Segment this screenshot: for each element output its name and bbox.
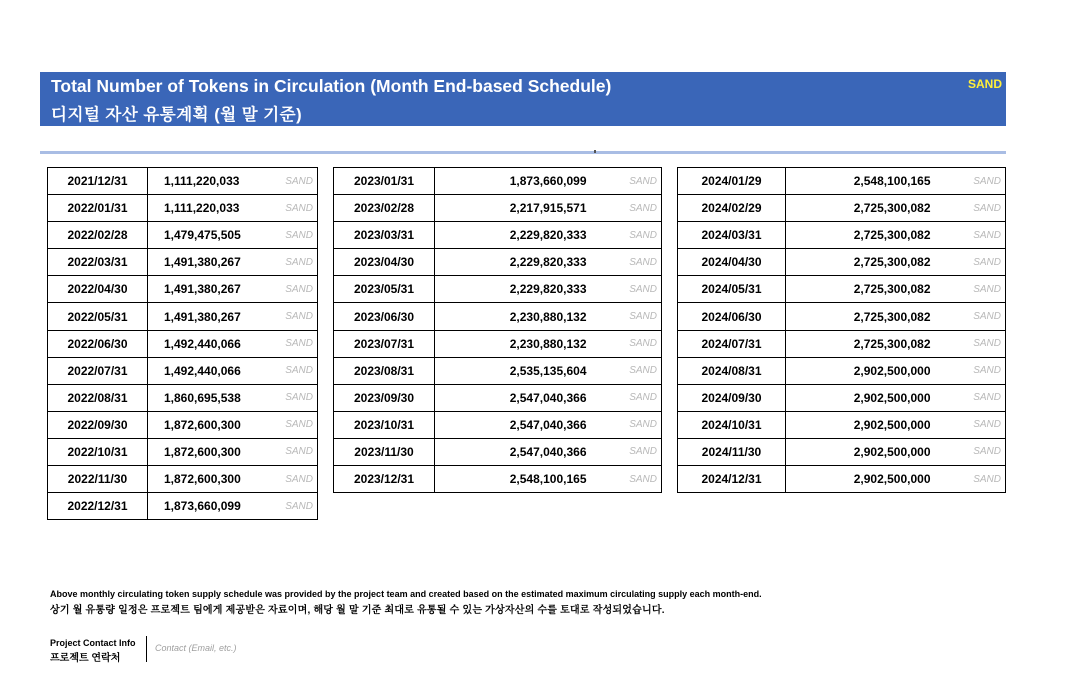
row-unit: SAND xyxy=(951,411,1006,438)
row-unit: SAND xyxy=(951,330,1006,357)
row-date: 2024/01/29 xyxy=(678,168,786,195)
row-circulating-amount: 1,491,380,267 xyxy=(148,276,263,303)
row-circulating-amount: 1,873,660,099 xyxy=(435,168,607,195)
row-circulating-amount: 1,492,440,066 xyxy=(148,357,263,384)
row-unit: SAND xyxy=(263,384,318,411)
row-date: 2022/05/31 xyxy=(48,303,148,330)
row-date: 2023/08/31 xyxy=(334,357,435,384)
row-unit: SAND xyxy=(263,493,318,520)
row-circulating-amount: 1,111,220,033 xyxy=(148,195,263,222)
row-date: 2024/06/30 xyxy=(678,303,786,330)
table-row xyxy=(334,384,662,411)
schedule-table-2021-2022 xyxy=(47,167,318,520)
row-date: 2024/08/31 xyxy=(678,357,786,384)
row-unit: SAND xyxy=(263,303,318,330)
row-circulating-amount: 2,547,040,366 xyxy=(435,384,607,411)
row-circulating-amount: 2,725,300,082 xyxy=(786,303,951,330)
row-date: 2024/02/29 xyxy=(678,195,786,222)
row-circulating-amount: 1,872,600,300 xyxy=(148,438,263,465)
row-circulating-amount: 2,229,820,333 xyxy=(435,222,607,249)
row-date: 2022/03/31 xyxy=(48,249,148,276)
table-row xyxy=(334,466,662,493)
contact-label-ko: 프로젝트 연락처 xyxy=(50,653,121,664)
row-circulating-amount: 2,902,500,000 xyxy=(786,466,951,493)
contact-label-en: Project Contact Info xyxy=(50,638,136,648)
row-date: 2024/09/30 xyxy=(678,384,786,411)
row-unit: SAND xyxy=(263,249,318,276)
row-circulating-amount: 2,725,300,082 xyxy=(786,330,951,357)
row-date: 2022/08/31 xyxy=(48,384,148,411)
table-row xyxy=(678,466,1006,493)
schedule-table-2023 xyxy=(333,167,662,493)
row-circulating-amount: 2,902,500,000 xyxy=(786,357,951,384)
row-date: 2024/10/31 xyxy=(678,411,786,438)
table-row xyxy=(48,195,318,222)
table-row xyxy=(334,168,662,195)
row-date: 2023/05/31 xyxy=(334,276,435,303)
row-date: 2024/12/31 xyxy=(678,466,786,493)
row-circulating-amount: 2,229,820,333 xyxy=(435,249,607,276)
page-title-en: Total Number of Tokens in Circulation (Month End-based Schedule) xyxy=(51,76,612,96)
row-circulating-amount: 2,725,300,082 xyxy=(786,195,951,222)
row-unit: SAND xyxy=(263,168,318,195)
row-circulating-amount: 2,229,820,333 xyxy=(435,276,607,303)
row-date: 2023/10/31 xyxy=(334,411,435,438)
table-row xyxy=(334,438,662,465)
table-row xyxy=(678,249,1006,276)
title-banner xyxy=(40,72,1006,126)
row-date: 2022/06/30 xyxy=(48,330,148,357)
table-row xyxy=(678,168,1006,195)
row-date: 2023/11/30 xyxy=(334,438,435,465)
table-row xyxy=(678,438,1006,465)
row-circulating-amount: 1,491,380,267 xyxy=(148,303,263,330)
table-row xyxy=(48,411,318,438)
row-date: 2024/04/30 xyxy=(678,249,786,276)
table-row xyxy=(48,330,318,357)
row-unit: SAND xyxy=(951,195,1006,222)
table-row xyxy=(48,384,318,411)
row-unit: SAND xyxy=(951,384,1006,411)
row-circulating-amount: 2,902,500,000 xyxy=(786,384,951,411)
row-circulating-amount: 2,548,100,165 xyxy=(435,466,607,493)
page-title-ko: 디지털 자산 유통계획 (월 말 기준) xyxy=(51,106,303,124)
row-unit: SAND xyxy=(951,276,1006,303)
table-row xyxy=(678,303,1006,330)
row-unit: SAND xyxy=(607,249,662,276)
row-unit: SAND xyxy=(607,438,662,465)
row-date: 2023/07/31 xyxy=(334,330,435,357)
row-circulating-amount: 2,902,500,000 xyxy=(786,411,951,438)
disclaimer-en: Above monthly circulating token supply schedule was provided by the project team and created based on the estimated maximum circulating supply each month-end. xyxy=(50,589,762,599)
row-unit: SAND xyxy=(263,330,318,357)
row-unit: SAND xyxy=(263,276,318,303)
table-row xyxy=(678,222,1006,249)
row-date: 2023/01/31 xyxy=(334,168,435,195)
row-date: 2023/04/30 xyxy=(334,249,435,276)
row-date: 2022/12/31 xyxy=(48,493,148,520)
row-unit: SAND xyxy=(951,168,1006,195)
row-date: 2022/10/31 xyxy=(48,438,148,465)
table-row xyxy=(334,276,662,303)
header-divider xyxy=(40,151,1006,154)
contact-separator xyxy=(146,636,147,662)
row-unit: SAND xyxy=(951,222,1006,249)
row-unit: SAND xyxy=(607,276,662,303)
row-circulating-amount: 2,230,880,132 xyxy=(435,303,607,330)
row-unit: SAND xyxy=(263,195,318,222)
table-row xyxy=(678,384,1006,411)
divider-mark xyxy=(594,150,596,153)
row-unit: SAND xyxy=(951,438,1006,465)
row-unit: SAND xyxy=(607,330,662,357)
row-date: 2024/03/31 xyxy=(678,222,786,249)
row-circulating-amount: 1,479,475,505 xyxy=(148,222,263,249)
row-circulating-amount: 1,492,440,066 xyxy=(148,330,263,357)
row-circulating-amount: 2,548,100,165 xyxy=(786,168,951,195)
row-unit: SAND xyxy=(951,303,1006,330)
row-date: 2023/09/30 xyxy=(334,384,435,411)
row-date: 2024/11/30 xyxy=(678,438,786,465)
table-row xyxy=(48,222,318,249)
row-unit: SAND xyxy=(263,222,318,249)
table-row xyxy=(48,168,318,195)
disclaimer-ko: 상기 월 유통량 일정은 프로젝트 팀에게 제공받은 자료이며, 해당 월 말 기준 최대로 유통될 수 있는 가상자산의 수를 토대로 작성되었습니다. xyxy=(50,605,665,616)
row-date: 2021/12/31 xyxy=(48,168,148,195)
table-row xyxy=(678,411,1006,438)
table-row xyxy=(48,493,318,520)
row-unit: SAND xyxy=(607,222,662,249)
row-circulating-amount: 2,725,300,082 xyxy=(786,276,951,303)
row-date: 2022/04/30 xyxy=(48,276,148,303)
row-unit: SAND xyxy=(263,411,318,438)
table-row xyxy=(48,303,318,330)
row-circulating-amount: 1,872,600,300 xyxy=(148,411,263,438)
table-row xyxy=(334,303,662,330)
token-symbol: SAND xyxy=(967,77,1002,91)
table-row xyxy=(678,330,1006,357)
row-date: 2022/11/30 xyxy=(48,466,148,493)
row-circulating-amount: 1,873,660,099 xyxy=(148,493,263,520)
row-unit: SAND xyxy=(263,438,318,465)
row-circulating-amount: 2,230,880,132 xyxy=(435,330,607,357)
table-row xyxy=(678,276,1006,303)
row-unit: SAND xyxy=(951,357,1006,384)
row-circulating-amount: 2,902,500,000 xyxy=(786,438,951,465)
row-date: 2024/05/31 xyxy=(678,276,786,303)
table-row xyxy=(334,357,662,384)
row-unit: SAND xyxy=(607,168,662,195)
table-row xyxy=(678,195,1006,222)
table-row xyxy=(334,222,662,249)
row-date: 2022/02/28 xyxy=(48,222,148,249)
row-unit: SAND xyxy=(951,466,1006,493)
table-row xyxy=(48,249,318,276)
row-date: 2023/06/30 xyxy=(334,303,435,330)
row-circulating-amount: 1,111,220,033 xyxy=(148,168,263,195)
contact-field[interactable]: Contact (Email, etc.) xyxy=(155,643,237,653)
row-date: 2022/01/31 xyxy=(48,195,148,222)
table-row xyxy=(334,411,662,438)
row-circulating-amount: 2,725,300,082 xyxy=(786,249,951,276)
table-row xyxy=(48,276,318,303)
row-unit: SAND xyxy=(263,466,318,493)
row-unit: SAND xyxy=(607,384,662,411)
row-unit: SAND xyxy=(607,195,662,222)
row-circulating-amount: 2,535,135,604 xyxy=(435,357,607,384)
row-date: 2023/03/31 xyxy=(334,222,435,249)
row-unit: SAND xyxy=(607,303,662,330)
row-unit: SAND xyxy=(951,249,1006,276)
row-circulating-amount: 2,217,915,571 xyxy=(435,195,607,222)
row-circulating-amount: 2,725,300,082 xyxy=(786,222,951,249)
row-circulating-amount: 2,547,040,366 xyxy=(435,438,607,465)
row-unit: SAND xyxy=(263,357,318,384)
row-circulating-amount: 1,860,695,538 xyxy=(148,384,263,411)
table-row xyxy=(48,466,318,493)
table-row xyxy=(48,438,318,465)
row-date: 2023/12/31 xyxy=(334,466,435,493)
schedule-table-2024 xyxy=(677,167,1006,493)
table-row xyxy=(678,357,1006,384)
table-row xyxy=(48,357,318,384)
row-unit: SAND xyxy=(607,466,662,493)
row-unit: SAND xyxy=(607,357,662,384)
row-date: 2022/09/30 xyxy=(48,411,148,438)
row-date: 2022/07/31 xyxy=(48,357,148,384)
row-unit: SAND xyxy=(607,411,662,438)
row-date: 2023/02/28 xyxy=(334,195,435,222)
row-circulating-amount: 1,491,380,267 xyxy=(148,249,263,276)
row-circulating-amount: 1,872,600,300 xyxy=(148,466,263,493)
table-row xyxy=(334,330,662,357)
table-row xyxy=(334,195,662,222)
table-row xyxy=(334,249,662,276)
row-date: 2024/07/31 xyxy=(678,330,786,357)
row-circulating-amount: 2,547,040,366 xyxy=(435,411,607,438)
